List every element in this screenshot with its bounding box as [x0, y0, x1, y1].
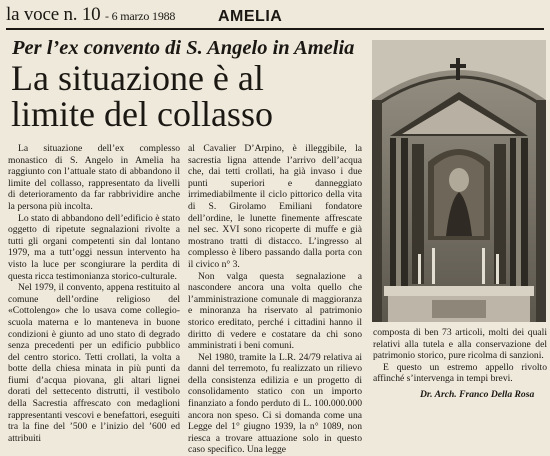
- publication-name: la voce n. 10: [6, 4, 101, 25]
- publication-masthead: [6, 4, 175, 26]
- article-kicker: Per l’ex convento di S. Angelo in Amelia: [12, 37, 355, 59]
- paragraph: composta di ben 73 articoli, molti dei quali relativi alla tutela e alla conservazione del patrimonio storico, pure ricolma di sanzioni.: [373, 327, 547, 362]
- issue-date: - 6 marzo 1988: [105, 9, 176, 23]
- paragraph: Nel 1980, tramite la L.R. 24/79 relativa ai danni del terremoto, fu realizzato un rilievo della consistenza edilizia e un progetto di consolidamento statico con un importo finanziato a fondo perduto di L. 100.000.000 ancora non speso. Ci si domanda come una Legge del 1° giugno 1939, la n° 1089, non riesca a trovare attuazione solo in questo caso specifico. Una legge: [188, 351, 362, 456]
- paragraph: E questo un estremo appello rivolto affinché s’intervenga in tempi brevi.: [373, 361, 547, 385]
- paragraph: Non valga questa segnalazione a nascondere ancora una volta quello che l’amministrazione comunale di maggioranza e minoranza ha riservato al patrimonio storico ereditato, perché i cittadini hanno il diritto di vedere e costatare da chi sono amministrati i beni comuni.: [188, 270, 362, 352]
- altar-illustration: [372, 40, 546, 322]
- header-rule: [6, 28, 544, 30]
- author-signature: Dr. Arch. Franco Della Rosa: [420, 389, 535, 400]
- paragraph: al Cavalier D’Arpino, è illeggibile, la sacrestia ligna attende l’arrivo dell’acqua che, dai tetti crollati, ha già invaso i due punti superiori e danneggiato irrimediabilmente il ciclo pittorico della vita di S. Girolamo Emiliani fondatore dell’ordine, le lunette finemente affrescate nel sec. XVI sono ricoperte di muffe e già mostrano tratti di distacco. L’ingresso al complesso è libero passando dalla porta con il civico n° 3.: [188, 143, 362, 270]
- text-column-3: [373, 327, 547, 385]
- section-label: AMELIA: [218, 8, 283, 25]
- altar-photo: [372, 40, 546, 322]
- paragraph: La situazione dell’ex complesso monastico di S. Angelo in Amelia ha raggiunto con l’attuale stato di abbandono il limite del collasso, rappresentato da livelli di deterioramento da far rabbrividire anche la persona più incolta.: [8, 143, 180, 212]
- text-column-1: [8, 143, 180, 444]
- paragraph: Lo stato di abbandono dell’edificio è stato oggetto di ripetute segnalazioni rivolte a tutti gli organi competenti sin dal lontano 1979, ma a tutt’oggi nessun intervento ha visto la luce per scongiurare la perdita di questa ricca testimonianza storico-culturale.: [8, 212, 180, 282]
- article-headline: La situazione è al limite del collasso: [11, 58, 273, 134]
- text-column-2: [188, 143, 362, 456]
- paragraph: Nel 1979, il convento, appena restituito al comune dell’ordine religioso del «Cottolengo» che lo usava come collegio-scuola materna e lo manteneva in buone condizioni è giunto ad uno stato di degrado senza precedenti per un edificio pubblico del centro storico. Tetti crollati, la volta a botte della chiesa minata in più punti da fiumi d’acqua piovana, gli altari lignei dorati del settecento distrutti, il vestibolo della Sacrestia affrescato con medaglioni rappresentanti vescovi e benefattori, eseguiti tra la fine del ’500 e l’inizio del ’600 ed attribuiti: [8, 282, 180, 444]
